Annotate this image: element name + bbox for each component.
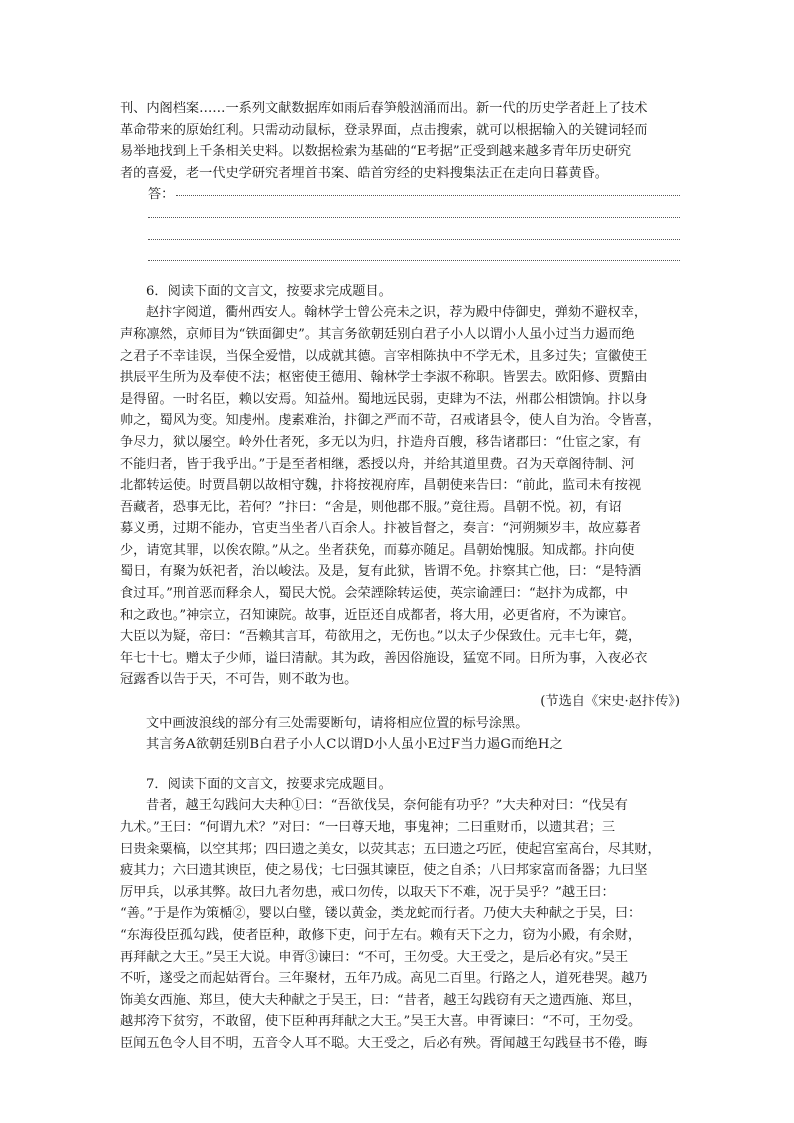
passage-line: “善。”于是作为策楯②，婴以白璧，镂以黄金，类龙蛇而行者。乃使大夫种献之于吴，曰： — [120, 906, 642, 922]
punctuation-sentence[interactable]: 其言务A欲朝廷别B白君子小人C以谓D小人虽小E过F当力遏G而绝H之 — [146, 737, 563, 753]
passage-line: 饰美女西施、郑旦，使大夫种献之于吴王，曰：“昔者，越王勾践窃有天之遗西施、郑旦， — [120, 992, 642, 1008]
answer-line[interactable] — [120, 184, 680, 206]
intro-passage — [120, 98, 680, 184]
passage-line: 少，请宽其罪，以俟农隙。”从之。坐者获免，而募亦随足。昌朝始愧服。知成都。抃向使 — [120, 542, 635, 558]
passage-line: 募义勇，过期不能办，官吏当坐者八百余人。抃被旨督之，奏言：“河朔频岁丰，故应募者 — [120, 521, 642, 537]
answer-line[interactable] — [120, 228, 680, 250]
answer-area[interactable] — [120, 184, 680, 270]
intro-line: 革命带来的原始红利。只需动动鼠标，登录界面，点击搜索，就可以根据输入的关键词轻而 — [120, 122, 648, 138]
passage-line: 大臣以为疑，帝曰：“吾赖其言耳，苟欲用之，无伤也。”以太子少保致仕。元丰七年，薨， — [120, 629, 642, 645]
question-6 — [120, 281, 680, 756]
passage-line: 拱辰平生所为及奉使不法；枢密使王德用、翰林学士李淑不称职。皆罢去。欧阳修、贾黯由 — [120, 370, 648, 386]
question-prompt: 7．阅读下面的文言文，按要求完成题目。 — [146, 776, 392, 792]
question-prompt: 6．阅读下面的文言文，按要求完成题目。 — [146, 283, 392, 299]
passage-line: 厉甲兵，以承其弊。故曰九者勿患，戒口勿传，以取天下不难，况于吴乎？”越王曰： — [120, 884, 615, 900]
passage-line: 年七十七。赠太子少师，谥曰清献。其为政，善因俗施设，猛宽不同。日所为事，入夜必衣 — [120, 650, 648, 666]
passage-line: 曰贵籴粟槁，以空其邦；四曰遗之美女，以荧其志；五曰遗之巧匠，使起宫室高台，尽其财， — [120, 841, 661, 857]
passage-line: 臣闻五色令人目不明，五音令人耳不聪。大王受之，后必有殃。胥闻越王勾践昼书不倦，晦 — [120, 1035, 648, 1051]
passage-line: 食过耳。”刑首恶而释余人，蜀民大悦。会荣諲除转运使，英宗谕諲曰：“赵抃为成都，中 — [120, 586, 629, 602]
passage-line: 声称凛然，京师目为“铁面御史”。其言务欲朝廷别白君子小人以谓小人虽小过当力遏而绝 — [120, 326, 635, 342]
dotted-rule — [148, 217, 680, 218]
answer-line[interactable] — [120, 206, 680, 228]
classical-passage — [120, 302, 680, 691]
passage-line: 昔者，越王勾践问大夫种①曰：“吾欲伐吴，奈何能有功乎？”大夫种对曰：“伐吴有 — [146, 798, 628, 814]
passage-line: 和之政也。”神宗立，召知谏院。故事，近臣还自成都者，将大用，必更省府，不为谏官。 — [120, 607, 635, 623]
passage-line: 再拜献之大王。”吴王大说。申胥③谏曰：“不可，王勿受。大王受之，是后必有灾。”吴王 — [120, 949, 629, 965]
passage-line: 越邦洿下贫穷，不敢留，使下臣种再拜献之大王。”吴王大喜。申胥谏曰：“不可，王勿受。 — [120, 1014, 642, 1030]
passage-line: 之君子不幸诖误，当保全爱惜，以成就其德。言宰相陈执中不学无术，且多过失；宣徽使王 — [120, 348, 648, 364]
passage-line: 疲其力；六曰遗其谀臣，使之易伐；七曰强其谏臣，使之自杀；八曰邦家富而备器；九曰坚 — [120, 863, 648, 879]
answer-line[interactable] — [120, 249, 680, 271]
intro-line: 刊、内阁档案……一系列文献数据库如雨后春笋般汹涌而出。新一代的历史学者赶上了技术 — [120, 101, 648, 116]
passage-line: 北都转运使。时贾昌朝以故相守魏，抃将按视府库，昌朝使来告曰：“前此，监司未有按视 — [120, 478, 642, 494]
passage-line: 蜀日，有聚为妖祀者，治以峻法。及是，复有此狱，皆谓不免。抃察其亡他，曰：“是特酒 — [120, 564, 642, 580]
content-column — [120, 98, 680, 1055]
passage-line: 争尽力，狱以屡空。岭外仕者死，多无以为归，抃造舟百艘，移告诸郡曰：“仕宦之家，有 — [120, 434, 642, 450]
dotted-rule — [148, 260, 680, 261]
source-citation: (节选自《宋史·赵抃传》) — [540, 694, 680, 710]
passage-line: 不能归者，皆于我乎出。”于是至者相继，悉授以舟，并给其道里费。召为天章阁待制、河 — [120, 456, 635, 472]
passage-line: “东海役臣孤勾践，使者臣种，敢修下吏，问于左右。赖有天下之力，窃为小殿，有余财， — [120, 927, 642, 943]
intro-line: 者的喜爱，老一代史学研究者埋首书案、皓首穷经的史料搜集法正在走向日暮黄昏。 — [120, 165, 608, 181]
question-7 — [120, 774, 680, 1055]
passage-line: 帅之，蜀风为变。知虔州。虔素难治，抃御之严而不苛，召戒诸县令，使人自为治。令皆喜， — [120, 413, 661, 429]
answer-label: 答： — [148, 187, 175, 203]
dotted-rule — [148, 239, 680, 240]
intro-line: 易举地找到上千条相关史料。以数据检索为基础的“E考据”正受到越来越多青年历史研究 — [120, 144, 632, 160]
passage-line: 赵抃字阅道，衢州西安人。翰林学士曾公亮未之识，荐为殿中侍御史，弹劾不避权幸， — [146, 305, 648, 321]
passage-line: 是得留。一时名臣，赖以安焉。知益州。蜀地远民弱，吏肆为不法，州郡公相馈饷。抃以身 — [120, 391, 648, 407]
task-instruction: 文中画波浪线的部分有三处需要断句，请将相应位置的标号涂黑。 — [146, 715, 529, 731]
passage-line: 吾藏者，恐事无比，若何？”抃曰：“舍是，则他郡不服。”竟往焉。昌朝不悦。初，有诏 — [120, 499, 622, 515]
dotted-rule — [176, 195, 680, 196]
passage-line: 九术。”王曰：“何谓九术？”对曰：“一曰尊天地，事鬼神；二曰重财币，以遗其君；三 — [120, 820, 616, 835]
passage-line: 冠露香以告于天，不可告，则不敢为也。 — [120, 672, 358, 688]
passage-line: 不听，遂受之而起姑胥台。三年聚材，五年乃成。高见二百里。行路之人，道死巷哭。越乃 — [120, 971, 648, 987]
classical-passage — [120, 795, 680, 1054]
